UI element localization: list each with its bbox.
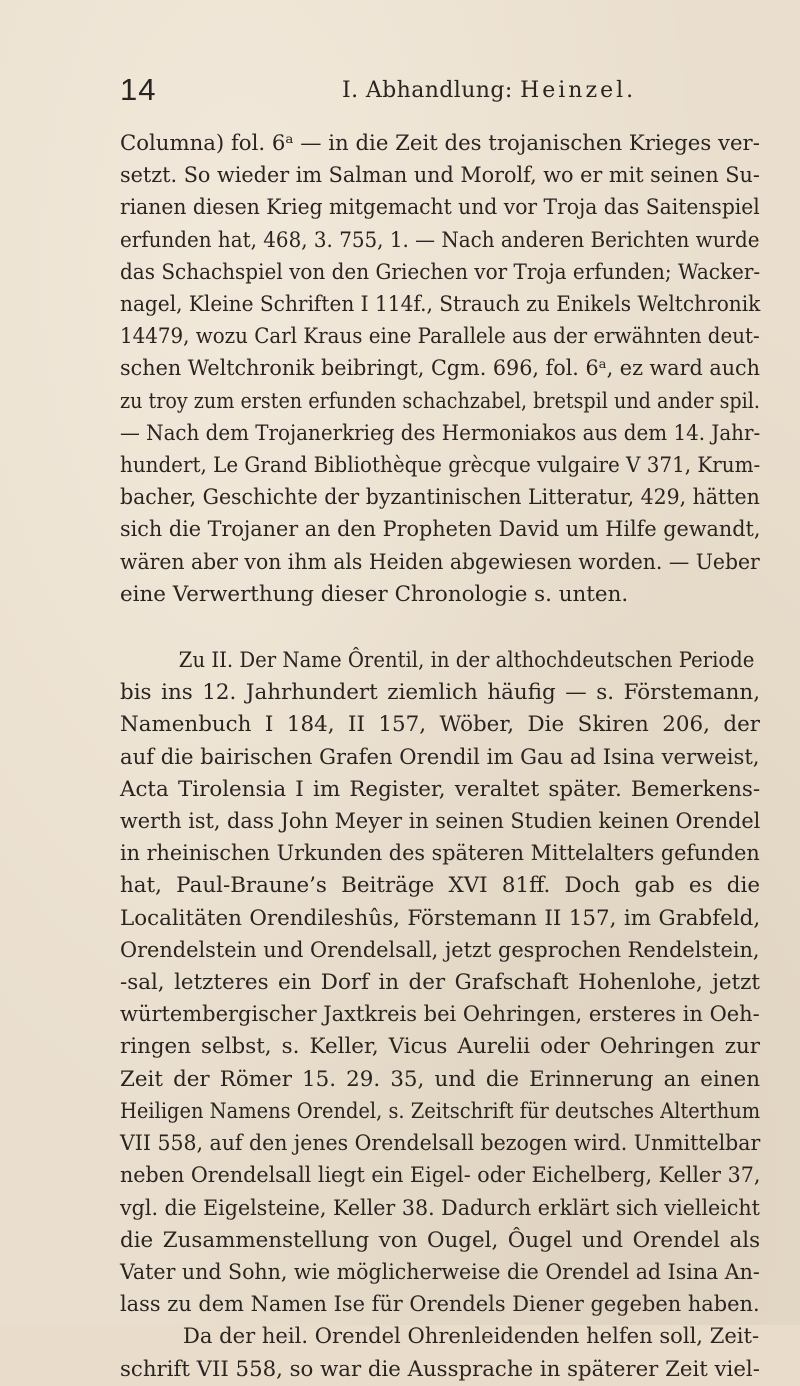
text-line: werth ist, dass John Meyer in seinen Studien keinen Orendel [120, 809, 761, 835]
text-line: Zeit der Römer 15. 29. 35, und die Erinnerung an einen [120, 1066, 760, 1092]
text-line: auf die bairischen Grafen Orendil im Gau ad Isina verweist, [120, 744, 760, 770]
text-line: wären aber von ihm als Heiden abgewiesen worden. — Ueber [120, 549, 760, 575]
text-line: Heiligen Namens Orendel, s. Zeitschrift für deutsches Alterthum [120, 1098, 761, 1124]
paragraph-1 [120, 128, 760, 611]
text-line: Localitäten Orendileshûs, Förstemann II 157, im Grabfeld, [120, 905, 761, 931]
text-line: — Nach dem Trojanerkrieg des Hermoniakos aus dem 14. Jahr- [120, 420, 761, 446]
text-line: sich die Trojaner an den Propheten David um Hilfe gewandt, [120, 517, 761, 543]
text-line: Zu II. Der Name Ôrentil, in der althochdeutschen Periode [178, 648, 755, 674]
text-line: eine Verwerthung dieser Chronologie s. unten. [120, 581, 629, 607]
text-line: rianen diesen Krieg mitgemacht und vor Troja das Saitenspiel [120, 195, 760, 221]
text-line: würtembergischer Jaxtkreis bei Oehringen, ersteres in Oeh- [120, 1002, 760, 1028]
text-line: nagel, Kleine Schriften I 114f., Strauch zu Enikels Weltchronik [120, 292, 761, 318]
text-line: zu troy zum ersten erfunden schachzabel, bretspil und ander spil. [120, 388, 761, 414]
body-text [120, 128, 760, 1386]
text-line: setzt. So wieder im Salman und Morolf, wo er mit seinen Su- [120, 163, 760, 189]
text-line: lass zu dem Namen Ise für Orendels Diener gegeben haben. [120, 1292, 760, 1318]
text-line: Acta Tirolensia I im Register, veraltet später. Bemerkens- [120, 776, 761, 802]
text-line: vgl. die Eigelsteine, Keller 38. Dadurch erklärt sich vielleicht [120, 1195, 760, 1221]
text-line: ringen selbst, s. Keller, Vicus Aurelii oder Oehringen zur [120, 1034, 760, 1060]
text-line: Columna) fol. 6ᵃ — in die Zeit des trojanischen Krieges ver- [120, 131, 760, 156]
text-line: Da der heil. Orendel Ohrenleidenden helfen soll, Zeit- [183, 1324, 760, 1350]
text-line: in rheinischen Urkunden des späteren Mittelalters gefunden [120, 841, 760, 867]
running-head [342, 78, 636, 103]
paragraph-2 [120, 645, 760, 1386]
text-line: die Zusammenstellung von Ougel, Ôugel und Orendel als [120, 1227, 761, 1253]
text-line: bacher, Geschichte der byzantinischen Litteratur, 429, hätten [120, 485, 760, 511]
text-line: bis ins 12. Jahrhundert ziemlich häufig — s. Förstemann, [120, 680, 760, 706]
text-line: das Schachspiel von den Griechen vor Troja erfunden; Wacker- [120, 259, 761, 285]
running-head-author: Heinzel. [520, 78, 637, 103]
text-line: erfunden hat, 468, 3. 755, 1. — Nach anderen Berichten wurde [120, 227, 760, 253]
text-line: 14479, wozu Carl Kraus eine Parallele aus der erwähnten deut- [120, 324, 760, 350]
text-line: Vater und Sohn, wie möglicherweise die Orendel ad Isina An- [120, 1259, 760, 1285]
running-head-prefix: I. Abhandlung: [342, 78, 513, 103]
text-line: Orendelstein und Orendelsall, jetzt gesprochen Rendelstein, [120, 937, 760, 963]
text-line: -sal, letzteres ein Dorf in der Grafschaft Hohenlohe, jetzt [120, 970, 760, 996]
page-header [120, 72, 760, 112]
page-number: 14 [120, 72, 157, 107]
text-line: hundert, Le Grand Bibliothèque grècque vulgaire V 371, Krum- [120, 453, 761, 479]
text-line: neben Orendelsall liegt ein Eigel- oder Eichelberg, Keller 37, [120, 1163, 761, 1189]
text-line: schrift VII 558, so war die Aussprache in späterer Zeit viel- [120, 1356, 760, 1382]
text-line: hat, Paul-Braune’s Beiträge XVI 81ff. Doch gab es die [120, 873, 760, 899]
text-line: VII 558, auf den jenes Orendelsall bezogen wird. Unmittelbar [120, 1131, 761, 1157]
text-line: schen Weltchronik beibringt, Cgm. 696, fol. 6ᵃ, ez ward auch [120, 356, 761, 382]
text-line: Namenbuch I 184, II 157, Wöber, Die Skiren 206, der [120, 712, 760, 738]
